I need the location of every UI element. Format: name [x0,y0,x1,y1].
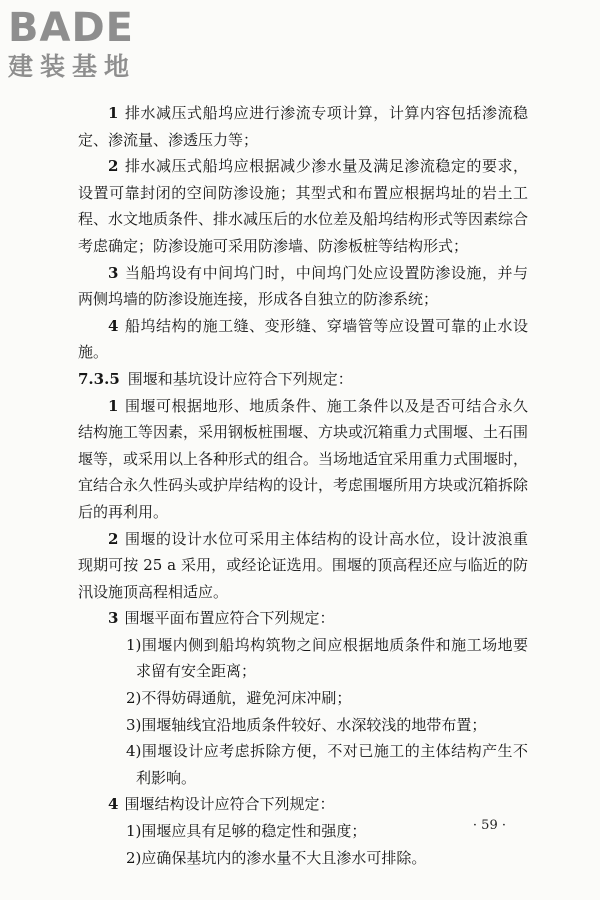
clause-item-2: 2 围堰的设计水位可采用主体结构的设计高水位，设计波浪重现期可按 25 a 采用，或经论证选用。围堰的顶高程还应与临近的防汛设施顶高程相适应。 [78,529,528,601]
list-item-4: 4 船坞结构的施工缝、变形缝、穿墙管等应设置可靠的止水设施。 [78,316,528,362]
logo-subtitle: 建装基地 [8,52,137,81]
clause-item-4: 4 围堰结构设计应符合下列规定： [108,795,335,814]
sub-item: 2)应确保基坑内的渗水量不大且渗水可排除。 [126,848,427,867]
clause-heading: 7.3.5 围堰和基坑设计应符合下列规定： [78,369,353,388]
sub-item: 1)围堰内侧到船坞构筑物之间应根据地质条件和施工场地要求留有安全距离； [126,635,528,681]
list-item-3: 3 当船坞设有中间坞门时，中间坞门处应设置防渗设施，并与两侧坞墙的防渗设施连接，形成各自独立的防渗系统； [78,263,528,309]
list-item-2: 2 排水减压式船坞应根据减少渗水量及满足渗流稳定的要求，设置可靠封闭的空间防渗设施；其型式和布置应根据坞址的岩土工程、水文地质条件、排水减压后的水位差及船坞结构形式等因素综合考虑确定；防渗设施可采用防渗墙、防渗板桩等结构形式； [78,157,529,255]
sub-item: 1)围堰应具有足够的稳定性和强度； [126,822,367,841]
clause-item-1: 1 围堰可根据地形、地质条件、施工条件以及是否可结合永久结构施工等因素，采用钢板桩围堰、方块或沉箱重力式围堰、土石围堰等，或采用以上各种形式的组合。当场地适宜采用重力式围堰时，宜结合永久性码头或护岸结构的设计，考虑围堰所用方块或沉箱拆除后的再利用。 [78,396,529,521]
logo-wordmark: BADE [8,5,134,51]
sub-item: 2)不得妨碍通航，避免河床冲刷； [126,689,352,708]
document-body [78,100,528,871]
watermark-logo [8,6,180,82]
clause-item-3: 3 围堰平面布置应符合下列规定： [108,609,335,628]
sub-item: 3)围堰轴线宜沿地质条件较好、水深较浅的地带布置； [126,715,487,734]
list-item-1: 1 排水减压式船坞应进行渗流专项计算，计算内容包括渗流稳定、渗流量、渗透压力等； [78,104,528,149]
sub-item: 4)围堰设计应考虑拆除方便，不对已施工的主体结构产生不利影响。 [126,742,528,787]
page-number: · 59 · [472,818,506,833]
